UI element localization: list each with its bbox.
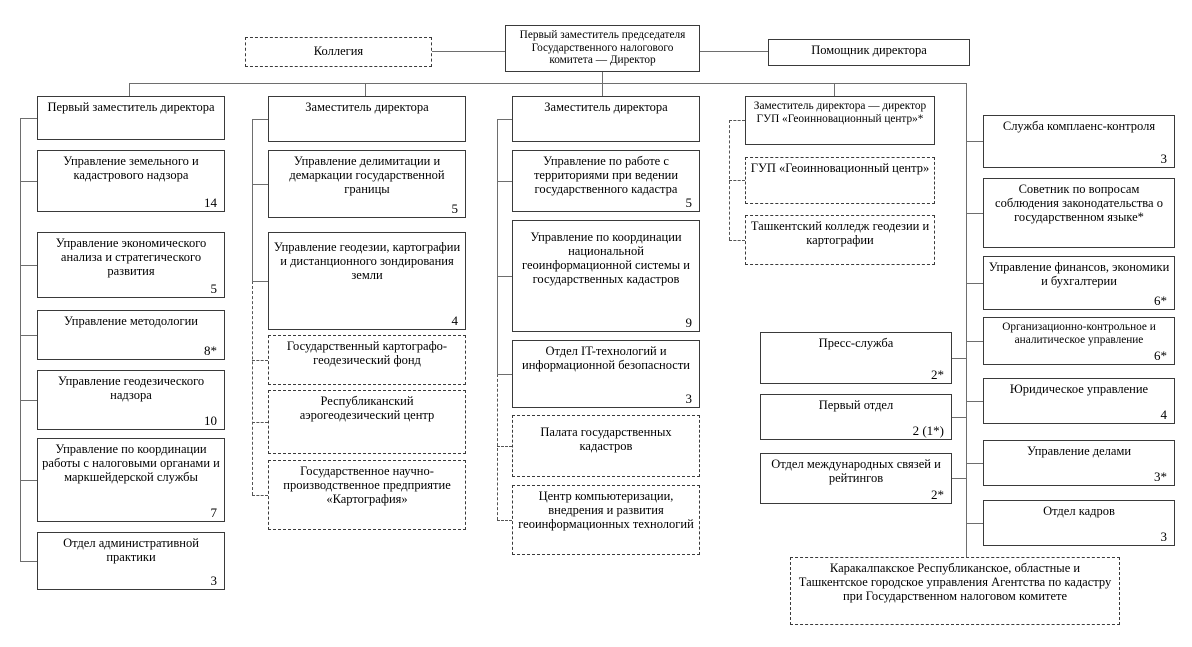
connector <box>602 72 603 83</box>
connector <box>497 446 512 447</box>
connector <box>497 276 512 277</box>
land-cadastre-oversight-box: Управление земельного и кадастрового надзора 14 <box>37 150 225 212</box>
col2-header-box <box>268 96 466 142</box>
methodology-box: Управление методологии 8* <box>37 310 225 360</box>
hr-department-box: Отдел кадров 3 <box>983 500 1175 546</box>
connector <box>952 358 966 359</box>
connector <box>20 400 37 401</box>
territories-cadastre-box: Управление по работе с территориями при ведении государственного кадастра 5 <box>512 150 700 212</box>
staff-count: 2* <box>931 487 944 503</box>
staff-count: 4 <box>451 313 458 329</box>
connector <box>20 118 37 119</box>
col3-header-label: Заместитель директора <box>544 100 668 114</box>
connector-spine-col1 <box>20 118 21 561</box>
staff-count: 4 <box>1160 407 1167 423</box>
delimitation-box: Управление делимитации и демаркации государственной границы 5 <box>268 150 466 218</box>
connector-spine-col3 <box>497 119 498 374</box>
assistant-director-box <box>768 39 970 66</box>
connector-spine-col2 <box>252 119 253 281</box>
connector <box>966 341 983 342</box>
staff-count: 3 <box>685 391 692 407</box>
international-relations-box: Отдел международных связей и рейтингов 2* <box>760 453 952 504</box>
compliance-control-box: Служба комплаенс-контроля 3 <box>983 115 1175 168</box>
administrative-practice-box: Отдел административной практики 3 <box>37 532 225 590</box>
geoinnovation-center-box: ГУП «Геоинновационный центр» <box>745 157 935 204</box>
organizational-control-box: Организационно-контрольное и аналитическое управление 6* <box>983 317 1175 365</box>
connector <box>729 240 745 241</box>
connector <box>20 480 37 481</box>
connector-spine-col2-dashed <box>252 281 253 495</box>
connector <box>365 83 366 96</box>
col1-header-label: Первый заместитель директора <box>47 100 215 114</box>
staff-count: 5 <box>685 195 692 211</box>
staff-count: 5 <box>451 201 458 217</box>
connector <box>966 463 983 464</box>
staff-count: 6* <box>1154 348 1167 364</box>
connector <box>700 51 768 52</box>
staff-count: 10 <box>204 413 217 429</box>
connector <box>252 119 268 120</box>
kartografia-enterprise-box: Государственное научно-производственное предприятие «Картография» <box>268 460 466 530</box>
connector <box>20 561 37 562</box>
first-department-box: Первый отдел 2 (1*) <box>760 394 952 440</box>
regional-departments-label: Каракалпакское Республиканское, областные и Ташкентское городское управления Агентства по кадастру при Государственном налоговом комитете <box>798 561 1112 603</box>
connector <box>966 213 983 214</box>
staff-count: 9 <box>685 315 692 331</box>
connector <box>497 181 512 182</box>
economic-analysis-box: Управление экономического анализа и стратегического развития 5 <box>37 232 225 298</box>
geoinformation-system-box: Управление по координации национальной геоинформационной системы и государственных кадастров 9 <box>512 220 700 332</box>
staff-count: 6* <box>1154 293 1167 309</box>
staff-count: 3 <box>1160 529 1167 545</box>
connector <box>20 181 37 182</box>
finance-accounting-box: Управление финансов, экономики и бухгалтерии 6* <box>983 256 1175 310</box>
tashkent-college-box: Ташкентский колледж геодезии и картографии <box>745 215 935 265</box>
collegium-label: Коллегия <box>313 44 364 58</box>
staff-count: 2 (1*) <box>912 423 944 439</box>
connector <box>952 417 966 418</box>
director-label: Первый заместитель председателя Государственного налогового комитета — Директор <box>519 29 686 67</box>
connector <box>729 120 745 121</box>
press-service-box: Пресс-служба 2* <box>760 332 952 384</box>
collegium-box <box>245 37 432 67</box>
connector <box>966 401 983 402</box>
aerogeodesic-center-box: Республиканский аэрогеодезический центр <box>268 390 466 454</box>
staff-count: 7 <box>210 505 217 521</box>
connector <box>497 374 512 375</box>
geodesy-cartography-box: Управление геодезии, картографии и дистанционного зондирования земли 4 <box>268 232 466 330</box>
connector <box>252 495 268 496</box>
connector <box>966 283 983 284</box>
staff-count: 5 <box>210 281 217 297</box>
staff-count: 3 <box>210 573 217 589</box>
connector <box>952 478 966 479</box>
legal-department-box: Юридическое управление 4 <box>983 378 1175 424</box>
connector <box>252 184 268 185</box>
connector <box>252 422 268 423</box>
col3-header-box <box>512 96 700 142</box>
geodesic-oversight-box: Управление геодезического надзора 10 <box>37 370 225 430</box>
col1-header-box <box>37 96 225 140</box>
director-box <box>505 25 700 72</box>
col2-header-label: Заместитель директора <box>305 100 429 114</box>
connector <box>252 360 268 361</box>
connector <box>966 523 983 524</box>
connector <box>497 520 512 521</box>
staff-count: 2* <box>931 367 944 383</box>
connector <box>20 265 37 266</box>
connector <box>834 83 835 96</box>
it-security-box: Отдел IT-технологий и информационной безопасности 3 <box>512 340 700 408</box>
connector <box>729 180 745 181</box>
staff-count: 8* <box>204 343 217 359</box>
connector <box>129 83 130 96</box>
staff-count: 3* <box>1154 469 1167 485</box>
connector-bus <box>129 83 966 84</box>
computerization-center-box: Центр компьютеризации, внедрения и развития геоинформационных технологий <box>512 485 700 555</box>
connector <box>252 281 268 282</box>
regional-departments-box <box>790 557 1120 625</box>
connector <box>432 51 505 52</box>
staff-count: 3 <box>1160 151 1167 167</box>
col4-header-label: Заместитель директора — директор ГУП «Геоинновационный центр»* <box>753 100 927 125</box>
cartographic-geodesic-fund-box: Государственный картографо-геодезический фонд <box>268 335 466 385</box>
staff-count: 14 <box>204 195 217 211</box>
connector <box>20 335 37 336</box>
state-cadastre-chamber-box: Палата государственных кадастров <box>512 415 700 477</box>
col4-header-box <box>745 96 935 145</box>
assistant-director-label: Помощник директора <box>811 43 927 57</box>
connector <box>602 83 603 96</box>
connector-spine-col3-dashed <box>497 374 498 520</box>
connector <box>497 119 512 120</box>
language-law-adviser-box: Советник по вопросам соблюдения законодательства о государственном языке* <box>983 178 1175 248</box>
affairs-management-box: Управление делами 3* <box>983 440 1175 486</box>
tax-coordination-box: Управление по координации работы с налоговыми органами и маркшейдерской службы 7 <box>37 438 225 522</box>
connector <box>966 141 983 142</box>
connector-spine-right <box>966 83 967 557</box>
